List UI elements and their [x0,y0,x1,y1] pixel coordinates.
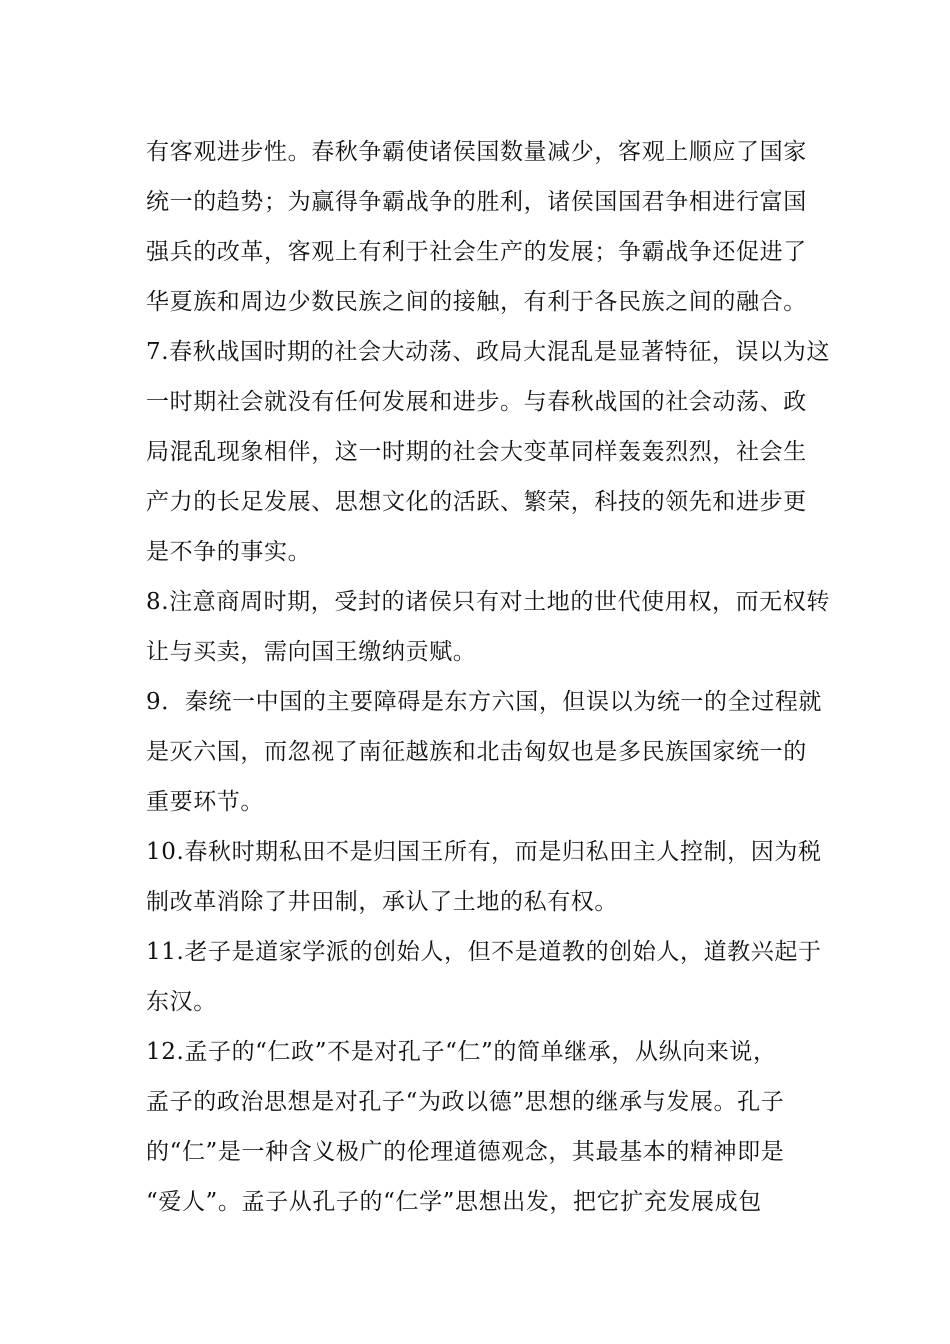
text-line: “爱人”。孟子从孔子的“仁学”思想出发，把它扩充发展成包 [146,1189,762,1215]
text-line: 重要环节。 [146,789,264,815]
text-line: 东汉。 [146,989,217,1015]
text-line: 是灭六国，而忽视了南征越族和北击匈奴也是多民族国家统一的 [146,739,807,765]
text-line: 产力的长足发展、思想文化的活跃、繁荣，科技的领先和进步更 [146,489,807,515]
text-line: 9．秦统一中国的主要障碍是东方六国，但误以为统一的全过程就 [146,689,823,715]
text-line: 7.春秋战国时期的社会大动荡、政局大混乱是显著特征，误以为这 [146,339,830,365]
text-line: 8.注意商周时期，受封的诸侯只有对土地的世代使用权，而无权转 [146,589,830,615]
text-line: 让与买卖，需向国王缴纳贡赋。 [146,639,477,665]
text-line: 11.老子是道家学派的创始人，但不是道教的创始人，道教兴起于 [146,939,822,965]
text-line: 制改革消除了井田制，承认了土地的私有权。 [146,889,618,915]
text-line: 12.孟子的“仁政”不是对孔子“仁”的简单继承，从纵向来说， [146,1039,777,1065]
text-line: 孟子的政治思想是对孔子“为政以德”思想的继承与发展。孔子 [146,1089,785,1115]
text-line: 的“仁”是一种含义极广的伦理道德观念，其最基本的精神即是 [146,1139,785,1165]
text-line: 强兵的改革，客观上有利于社会生产的发展；争霸战争还促进了 [146,239,807,265]
text-line: 一时期社会就没有任何发展和进步。与春秋战国的社会动荡、政 [146,389,807,415]
text-line: 有客观进步性。春秋争霸使诸侯国数量减少，客观上顺应了国家 [146,139,807,165]
text-line: 华夏族和周边少数民族之间的接触，有利于各民族之间的融合。 [146,289,807,315]
text-line: 局混乱现象相伴，这一时期的社会大变革同样轰轰烈烈，社会生 [146,439,807,465]
text-line: 统一的趋势；为赢得争霸战争的胜利，诸侯国国君争相进行富国 [146,189,807,215]
text-line: 10.春秋时期私田不是归国王所有，而是归私田主人控制，因为税 [146,839,822,865]
text-line: 是不争的事实。 [146,539,312,565]
